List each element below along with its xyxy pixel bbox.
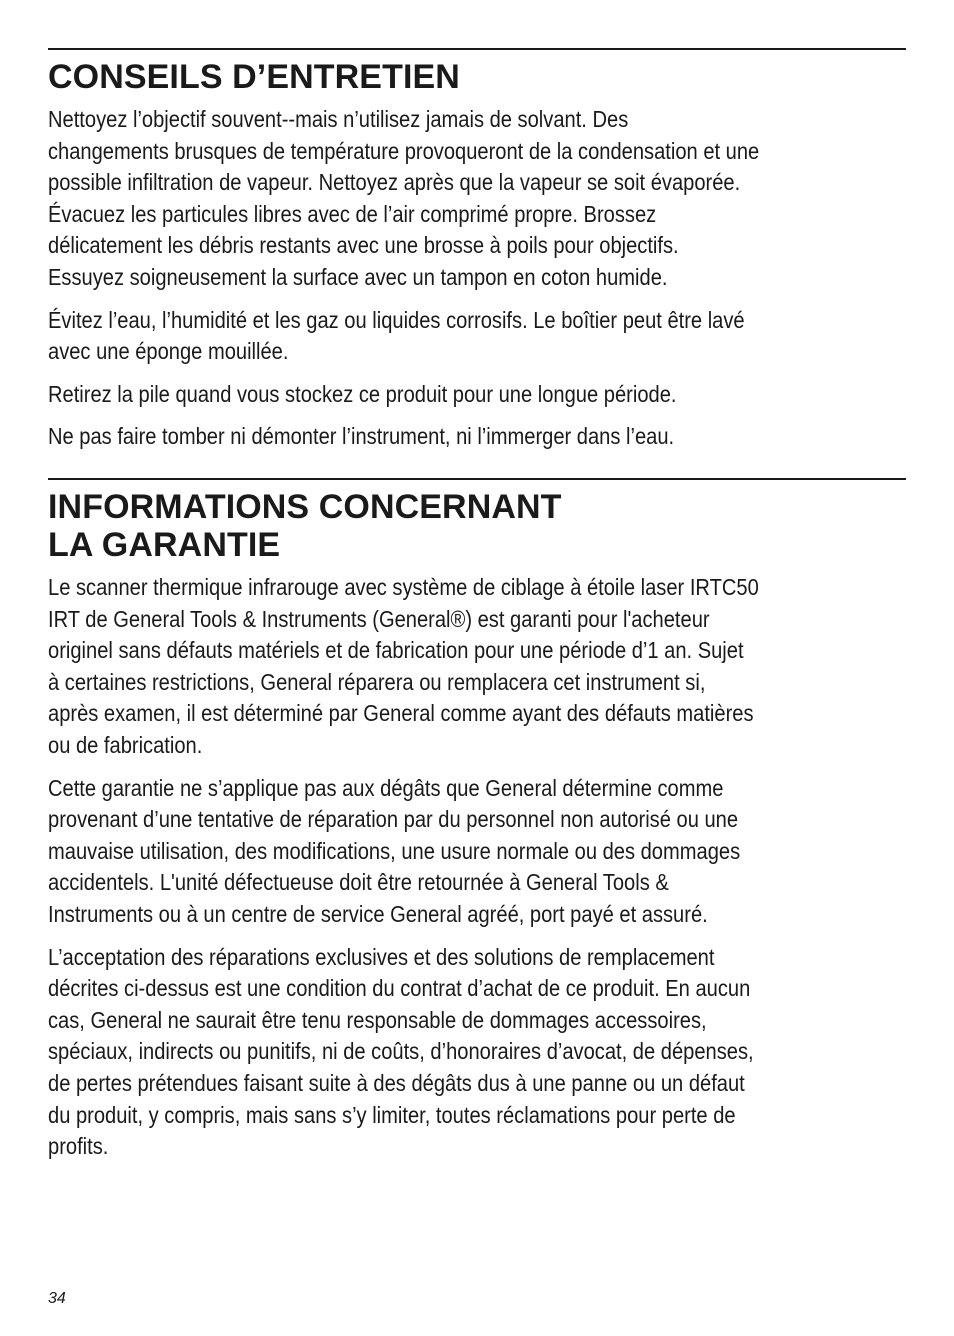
warranty-body xyxy=(48,572,906,1163)
section-divider xyxy=(48,48,906,50)
warranty-heading-line2: LA GARANTIE xyxy=(48,526,281,564)
page-number: 34 xyxy=(48,1290,66,1307)
warranty-paragraph-coverage: Le scanner thermique infrarouge avec système de ciblage à étoile laser IRTC50 IRT de General Tools & Instruments (General®) est garanti pour l'acheteur originel sans défauts matériels et de fabrication pour une période d’1 an. Sujet à certaines restrictions, General réparera ou remplacera cet instrument si, après examen, il est déterminé par General comme ayant des défauts matières ou de fabrication. xyxy=(48,574,759,758)
warranty-section xyxy=(48,478,906,1174)
section-divider xyxy=(48,478,906,480)
maintenance-heading: CONSEILS D’ENTRETIEN xyxy=(48,58,460,96)
maintenance-section xyxy=(48,48,906,464)
maintenance-paragraph-cleaning: Nettoyez l’objectif souvent--mais n’utilisez jamais de solvant. Des changements brusques de température provoqueront de la condensation et une possible infiltration de vapeur. Nettoyez après que la vapeur se soit évaporée. Évacuez les particules libres avec de l’air comprimé propre. Brossez délicatement les débris restants avec une brosse à poils pour objectifs. Essuyez soigneusement la surface avec un tampon en coton humide. xyxy=(48,106,760,290)
maintenance-paragraph-handling: Ne pas faire tomber ni démonter l’instrument, ni l’immerger dans l’eau. xyxy=(48,423,675,450)
maintenance-paragraph-moisture: Évitez l’eau, l’humidité et les gaz ou liquides corrosifs. Le boîtier peut être lavé avec une éponge mouillée. xyxy=(48,306,745,365)
warranty-heading xyxy=(48,488,906,564)
warranty-paragraph-exclusions: Cette garantie ne s’applique pas aux dégâts que General détermine comme provenant d’une tentative de réparation par du personnel non autorisé ou une mauvaise utilisation, des modifications, une usure normale ou des dommages accidentels. L'unité défectueuse doit être retournée à General Tools & Instruments ou à un centre de service General agréé, port payé et assuré. xyxy=(48,774,741,927)
warranty-paragraph-liability: L’acceptation des réparations exclusives et des solutions de remplacement décrites ci-dessus est une condition du contrat d’achat de ce produit. En aucun cas, General ne saurait être tenu responsable de dommages accessoires, spéciaux, indirects ou punitifs, ni de coûts, d’honoraires d’avocat, de dépenses, de pertes prétendues faisant suite à des dégâts dus à une panne ou un défaut du produit, y compris, mais sans s’y limiter, toutes réclamations pour perte de profits. xyxy=(48,943,754,1160)
warranty-heading-line1: INFORMATIONS CONCERNANT xyxy=(48,488,562,526)
maintenance-paragraph-battery: Retirez la pile quand vous stockez ce produit pour une longue période. xyxy=(48,380,677,407)
maintenance-body xyxy=(48,104,906,453)
